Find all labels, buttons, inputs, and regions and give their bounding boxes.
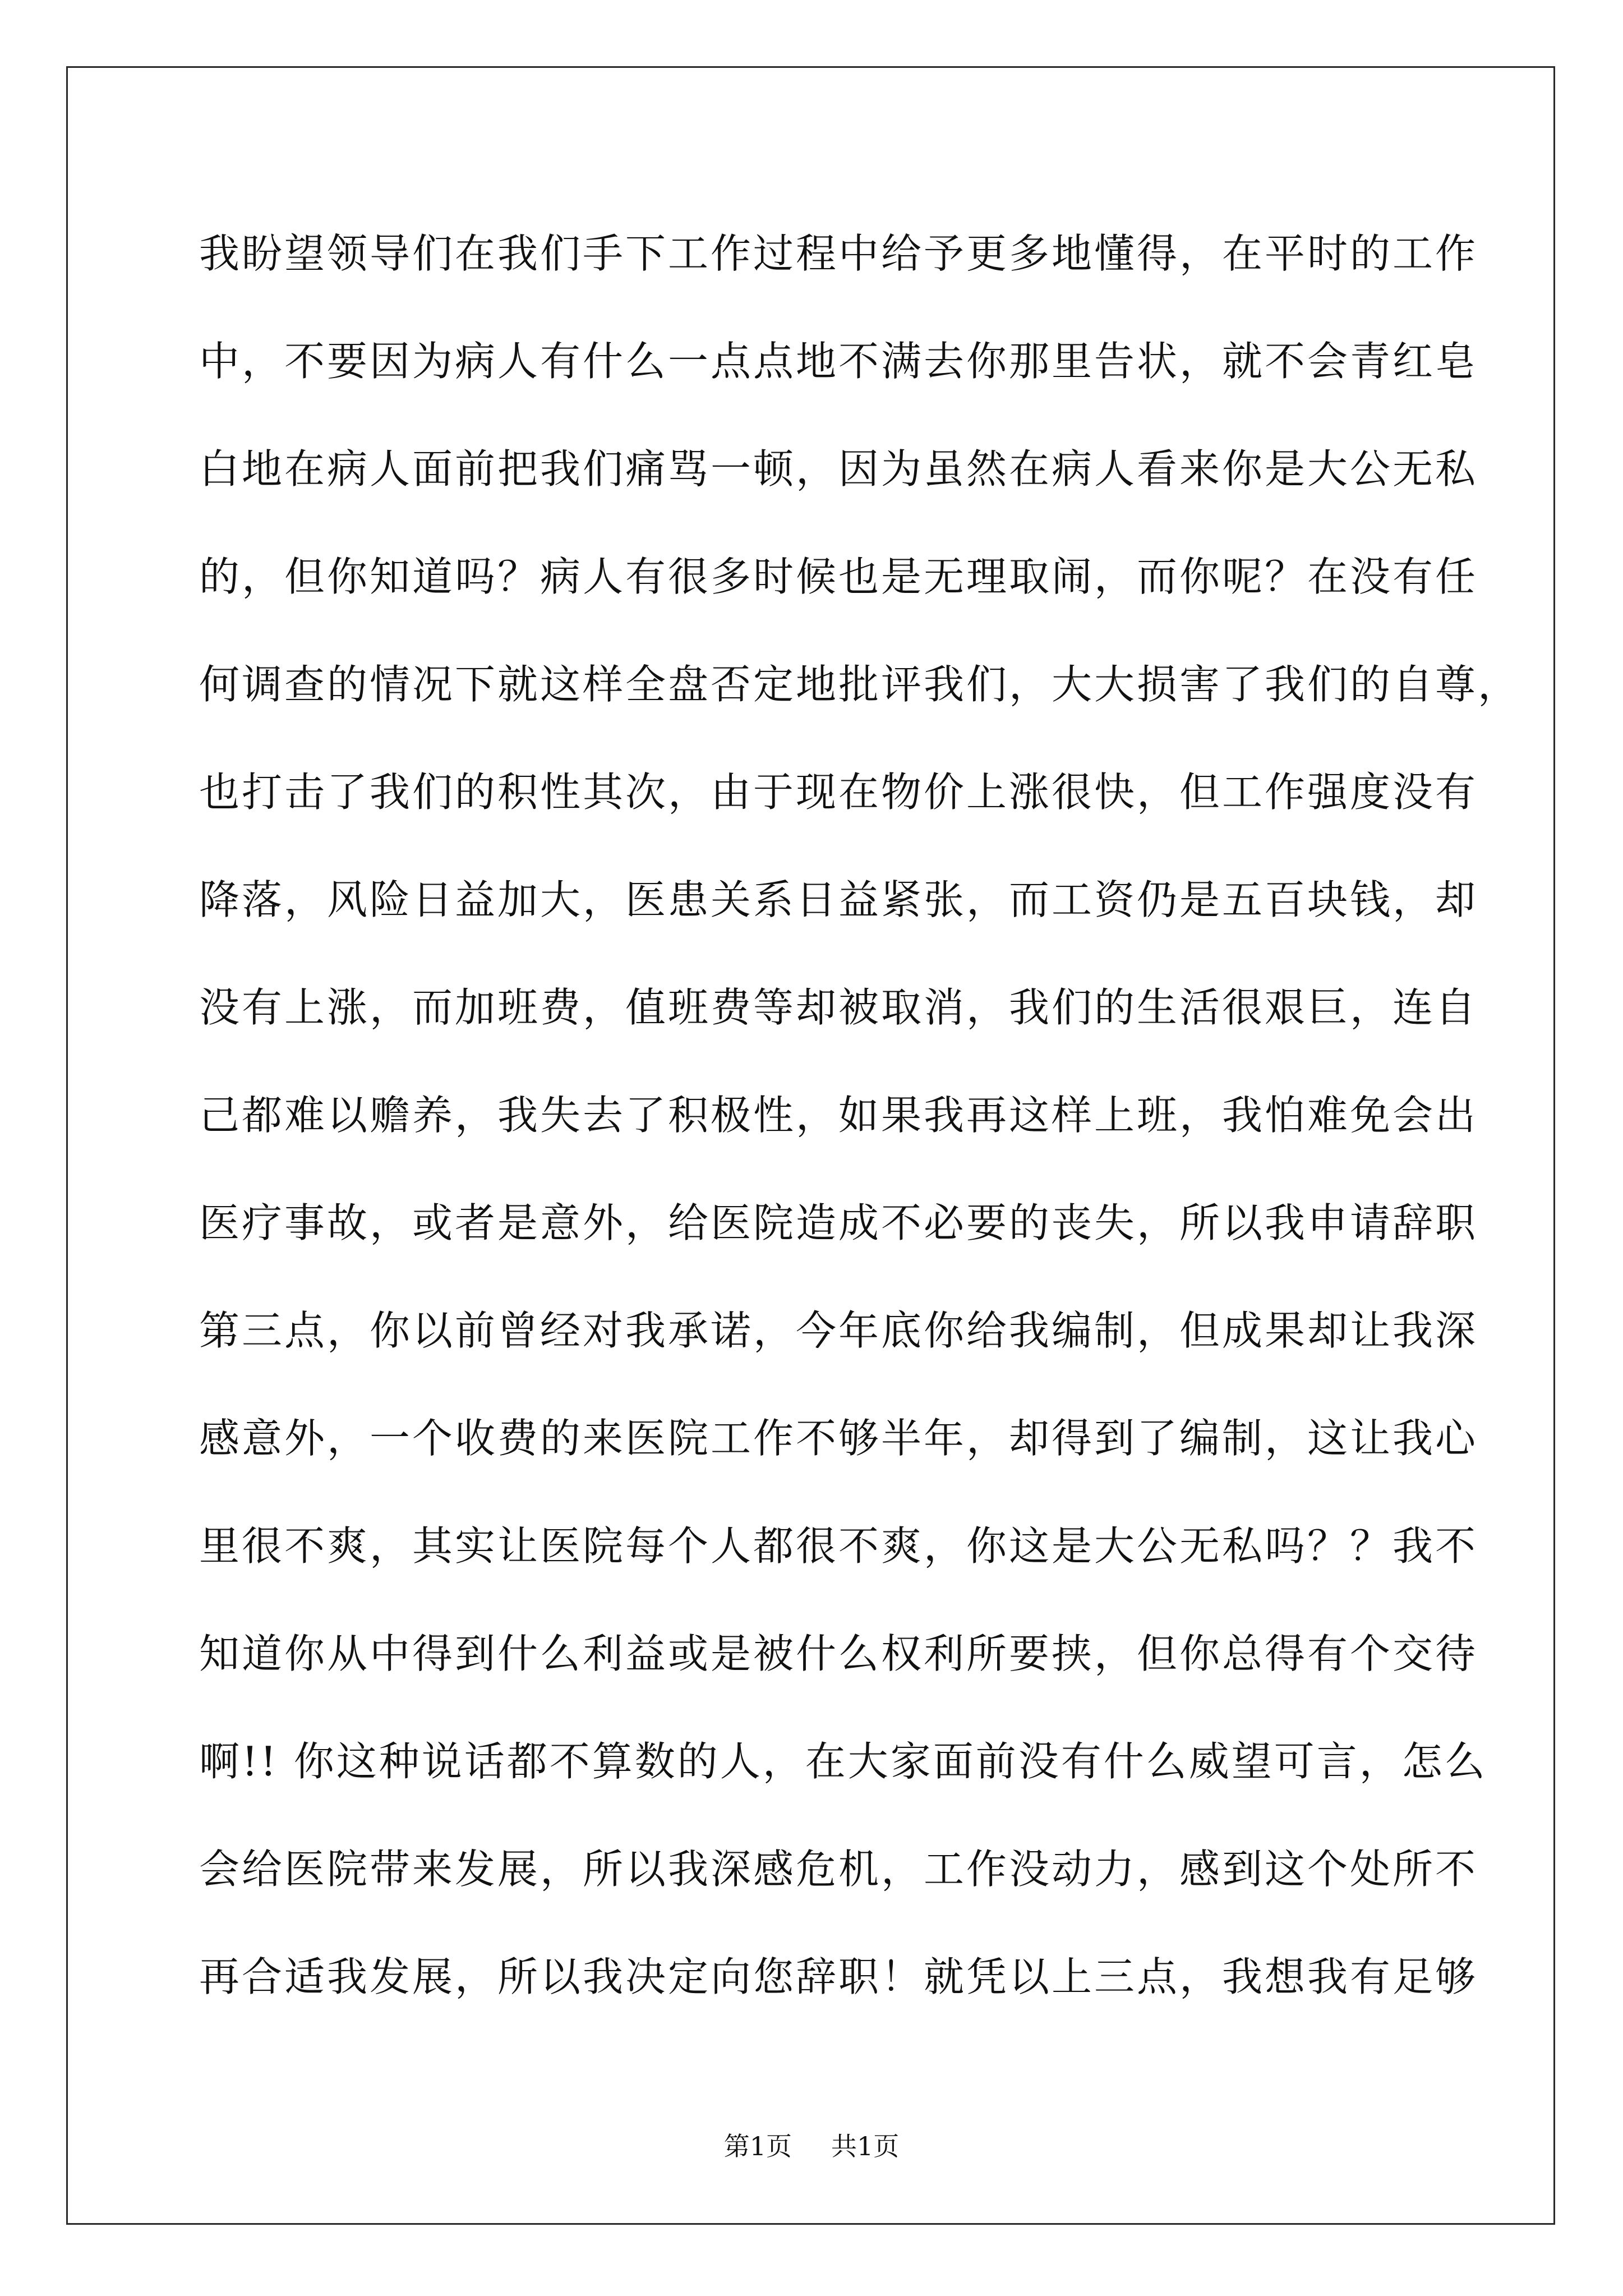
text-line: 也打击了我们的积性其次，由于现在物价上涨很快，但工作强度没有 (199, 769, 1478, 816)
text-line: 降落，风险日益加大，医患关系日益紧张，而工资仍是五百块钱，却 (199, 876, 1478, 923)
text-line: 会给医院带来发展，所以我深感危机，工作没动力，感到这个处所不 (199, 1846, 1478, 1893)
text-line: 没有上涨，而加班费，值班费等却被取消，我们的生活很艰巨，连自 (199, 984, 1478, 1031)
text-line: 再合适我发展，所以我决定向您辞职！就凭以上三点，我想我有足够 (199, 1953, 1478, 2000)
text-line: 己都难以赡养，我失去了积极性，如果我再这样上班，我怕难免会出 (199, 1092, 1478, 1139)
text-line: 医疗事故，或者是意外，给医院造成不必要的丧失，所以我申请辞职 (199, 1199, 1478, 1246)
text-line: 中，不要因为病人有什么一点点地不满去你那里告状，就不会青红皂 (199, 338, 1478, 385)
text-line: 的，但你知道吗？病人有很多时候也是无理取闹，而你呢？在没有任 (199, 553, 1478, 600)
document-body (199, 220, 1521, 2051)
text-line: 白地在病人面前把我们痛骂一顿，因为虽然在病人看来你是大公无私 (199, 445, 1478, 493)
page-total: 共1页 (831, 2131, 900, 2161)
text-line: 何调查的情况下就这样全盘否定地批评我们，大大损害了我们的自尊， (199, 661, 1521, 708)
text-line: 第三点，你以前曾经对我承诺，今年底你给我编制，但成果却让我深 (199, 1307, 1478, 1354)
text-line: 里很不爽，其实让医院每个人都很不爽，你这是大公无私吗？？我不 (199, 1522, 1478, 1570)
page-number: 第1页 (723, 2131, 792, 2161)
text-line: 知道你从中得到什么利益或是被什么权利所要挟，但你总得有个交待 (199, 1630, 1478, 1677)
page-footer (0, 2126, 1623, 2163)
text-line: 感意外，一个收费的来医院工作不够半年，却得到了编制，这让我心 (199, 1415, 1478, 1462)
text-line: 啊!! 你这种说话都不算数的人，在大家面前没有什么威望可言，怎么 (199, 1738, 1487, 1785)
text-line: 我盼望领导们在我们手下工作过程中给予更多地懂得，在平时的工作 (199, 230, 1478, 277)
